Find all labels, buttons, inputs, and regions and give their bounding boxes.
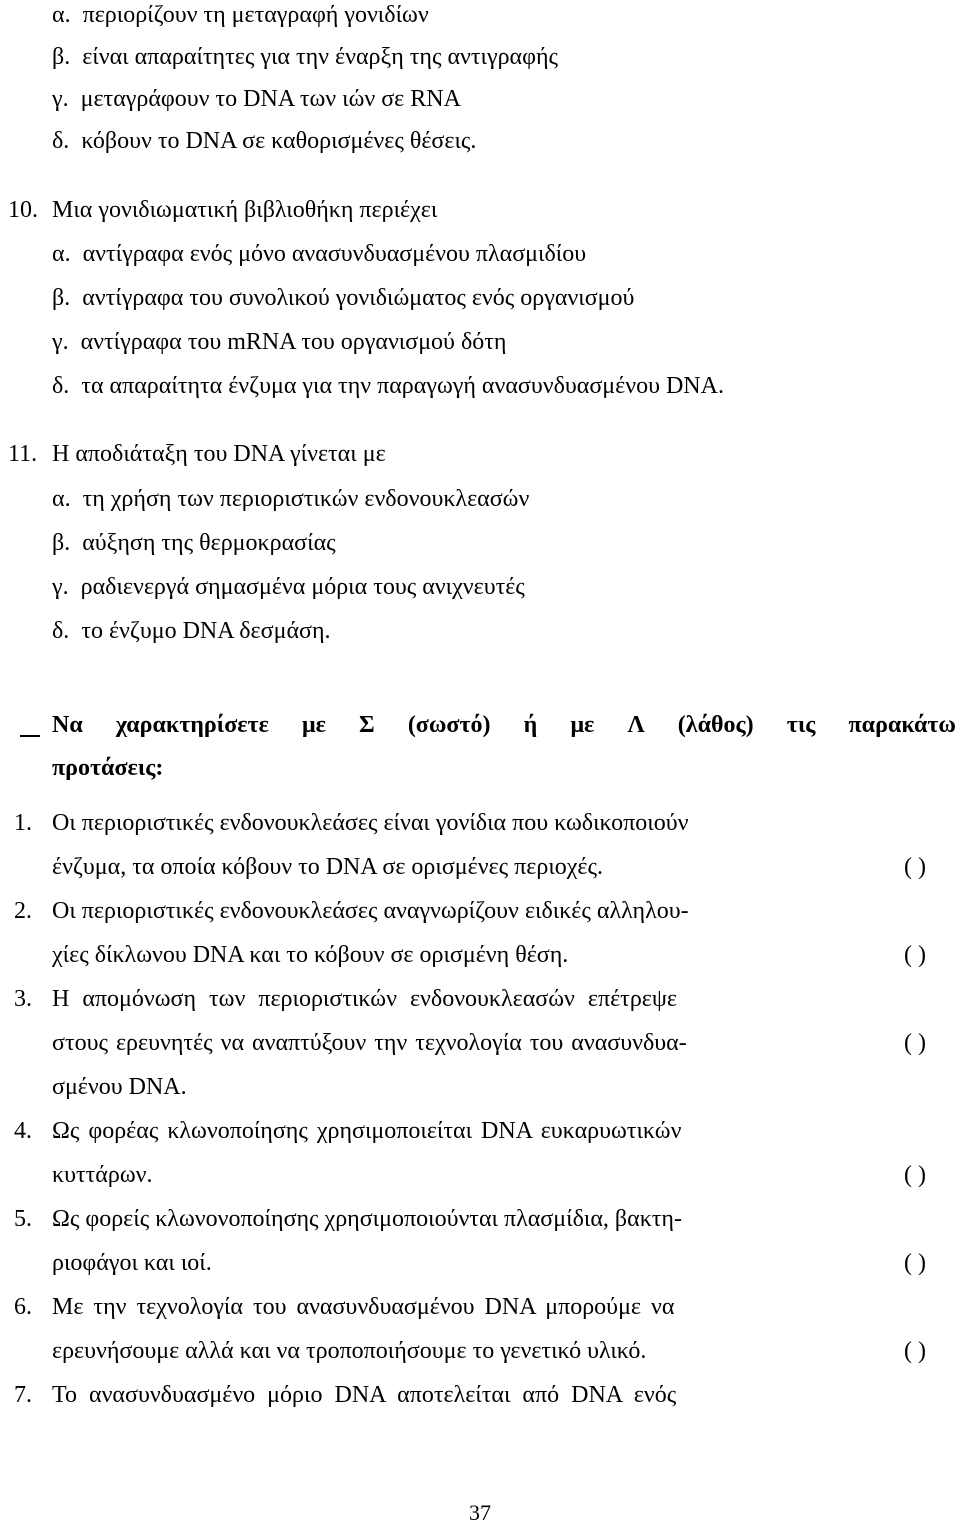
question-number: 10.: [8, 197, 38, 223]
statement-line: Ως φορέας κλωνοποίησης χρησιμοποιείται DNA ευκαρυωτικών: [52, 1118, 682, 1144]
statement-line: ένζυμα, τα οποία κόβουν το DNA σε ορισμένες περιοχές.: [52, 854, 604, 880]
q9-option-a: [52, 0, 429, 30]
statement-line: Το ανασυνδυασμένο μόριο DNA αποτελείται από DNA ενός: [52, 1382, 677, 1408]
instruction-word: (σωστό): [407, 712, 491, 738]
option-letter: γ.: [52, 86, 69, 112]
statement-line: Ως φορείς κλωνονοποίησης χρησιμοποιούνται πλασμίδια, βακτη-: [52, 1206, 682, 1232]
instruction-word: Σ: [358, 712, 375, 738]
statement-line: χίες δίκλωνου DNA και το κόβουν σε ορισμένη θέση.: [52, 942, 569, 968]
statement-line: κυττάρων.: [52, 1162, 153, 1188]
q10-option-b: [52, 283, 634, 313]
statement-line: ριοφάγοι και ιοί.: [52, 1250, 212, 1276]
option-text: τη χρήση των περιοριστικών ενδονουκλεασών: [82, 486, 530, 512]
option-letter: δ.: [52, 128, 70, 154]
statement-number: 2.: [14, 898, 32, 924]
instruction-word: παρακάτω: [848, 712, 956, 738]
dash-bullet-icon: [20, 735, 40, 737]
option-text: περιορίζουν τη μεταγραφή γονιδίων: [82, 2, 429, 28]
option-letter: γ.: [52, 574, 69, 600]
instruction-word: με: [301, 712, 326, 738]
statement-line: Η απομόνωση των περιοριστικών ενδονουκλεασών επέτρεψε: [52, 986, 677, 1012]
instruction-word: ή: [523, 712, 538, 738]
q11-option-c: [52, 572, 525, 602]
question-text: Μια γονιδιωματική βιβλιοθήκη περιέχει: [52, 197, 438, 223]
instruction-word: με: [570, 712, 595, 738]
option-text: κόβουν το DNA σε καθορισμένες θέσεις.: [81, 128, 477, 154]
statement-line: Οι περιοριστικές ενδονουκλεάσες είναι γονίδια που κωδικοποιούν: [52, 810, 689, 836]
statement-line: Οι περιοριστικές ενδονουκλεάσες αναγνωρίζουν ειδικές αλληλου-: [52, 898, 689, 924]
q11-option-b: [52, 528, 336, 558]
option-letter: δ.: [52, 373, 70, 399]
instruction-word: Λ: [627, 712, 645, 738]
answer-parentheses[interactable]: ( ): [904, 1030, 926, 1056]
q9-option-b: [52, 42, 558, 72]
q10-option-c: [52, 327, 506, 357]
page-number: 37: [469, 1500, 491, 1525]
option-text: αντίγραφα ενός μόνο ανασυνδυασμένου πλασμιδίου: [82, 241, 587, 267]
q11-option-d: [52, 616, 331, 646]
answer-parentheses[interactable]: ( ): [904, 854, 926, 880]
instruction-word: Να: [52, 712, 83, 738]
instruction-line-2: προτάσεις:: [52, 755, 164, 781]
statement-number: 6.: [14, 1294, 32, 1320]
instruction-line-1: [52, 708, 956, 742]
statement-line: ερευνήσουμε αλλά και να τροποποιήσουμε το γενετικό υλικό.: [52, 1338, 647, 1364]
answer-parentheses[interactable]: ( ): [904, 1250, 926, 1276]
q10-option-a: [52, 239, 586, 269]
statement-number: 3.: [14, 986, 32, 1012]
statement-line: σμένου DNA.: [52, 1074, 187, 1100]
option-letter: α.: [52, 486, 71, 512]
q11-option-a: [52, 484, 529, 514]
option-letter: δ.: [52, 618, 70, 644]
option-text: τα απαραίτητα ένζυμα για την παραγωγή ανασυνδυασμένου DNA.: [81, 373, 724, 399]
instruction-word: (λάθος): [677, 712, 754, 738]
option-letter: α.: [52, 241, 71, 267]
statement-line: Με την τεχνολογία του ανασυνδυασμένου DNA μπορούμε να: [52, 1294, 675, 1320]
question-text: Η αποδιάταξη του DNA γίνεται με: [52, 441, 386, 467]
statement-number: 5.: [14, 1206, 32, 1232]
question-number: 11.: [8, 441, 38, 467]
instruction-word: τις: [786, 712, 816, 738]
option-text: αντίγραφα του mRNA του οργανισμού δότη: [80, 329, 507, 355]
option-letter: β.: [52, 285, 71, 311]
option-letter: γ.: [52, 329, 69, 355]
option-letter: β.: [52, 530, 71, 556]
answer-parentheses[interactable]: ( ): [904, 1162, 926, 1188]
answer-parentheses[interactable]: ( ): [904, 942, 926, 968]
statement-number: 7.: [14, 1382, 32, 1408]
option-text: αντίγραφα του συνολικού γονιδιώματος ενός οργανισμού: [82, 285, 635, 311]
answer-parentheses[interactable]: ( ): [904, 1338, 926, 1364]
instruction-word: χαρακτηρίσετε: [115, 712, 269, 738]
statement-line: στους ερευνητές να αναπτύξουν την τεχνολογία του ανασυνδυα-: [52, 1030, 687, 1056]
option-letter: β.: [52, 44, 71, 70]
option-text: αύξηση της θερμοκρασίας: [82, 530, 336, 556]
statement-number: 1.: [14, 810, 32, 836]
q10-option-d: [52, 371, 724, 401]
statement-number: 4.: [14, 1118, 32, 1144]
option-text: είναι απαραίτητες για την έναρξη της αντιγραφής: [82, 44, 559, 70]
option-text: το ένζυμο DNA δεσμάση.: [81, 618, 331, 644]
option-letter: α.: [52, 2, 71, 28]
q9-option-d: [52, 126, 476, 156]
q9-option-c: [52, 84, 461, 114]
option-text: ραδιενεργά σημασμένα μόρια τους ανιχνευτές: [80, 574, 525, 600]
option-text: μεταγράφουν το DNA των ιών σε RNA: [80, 86, 461, 112]
